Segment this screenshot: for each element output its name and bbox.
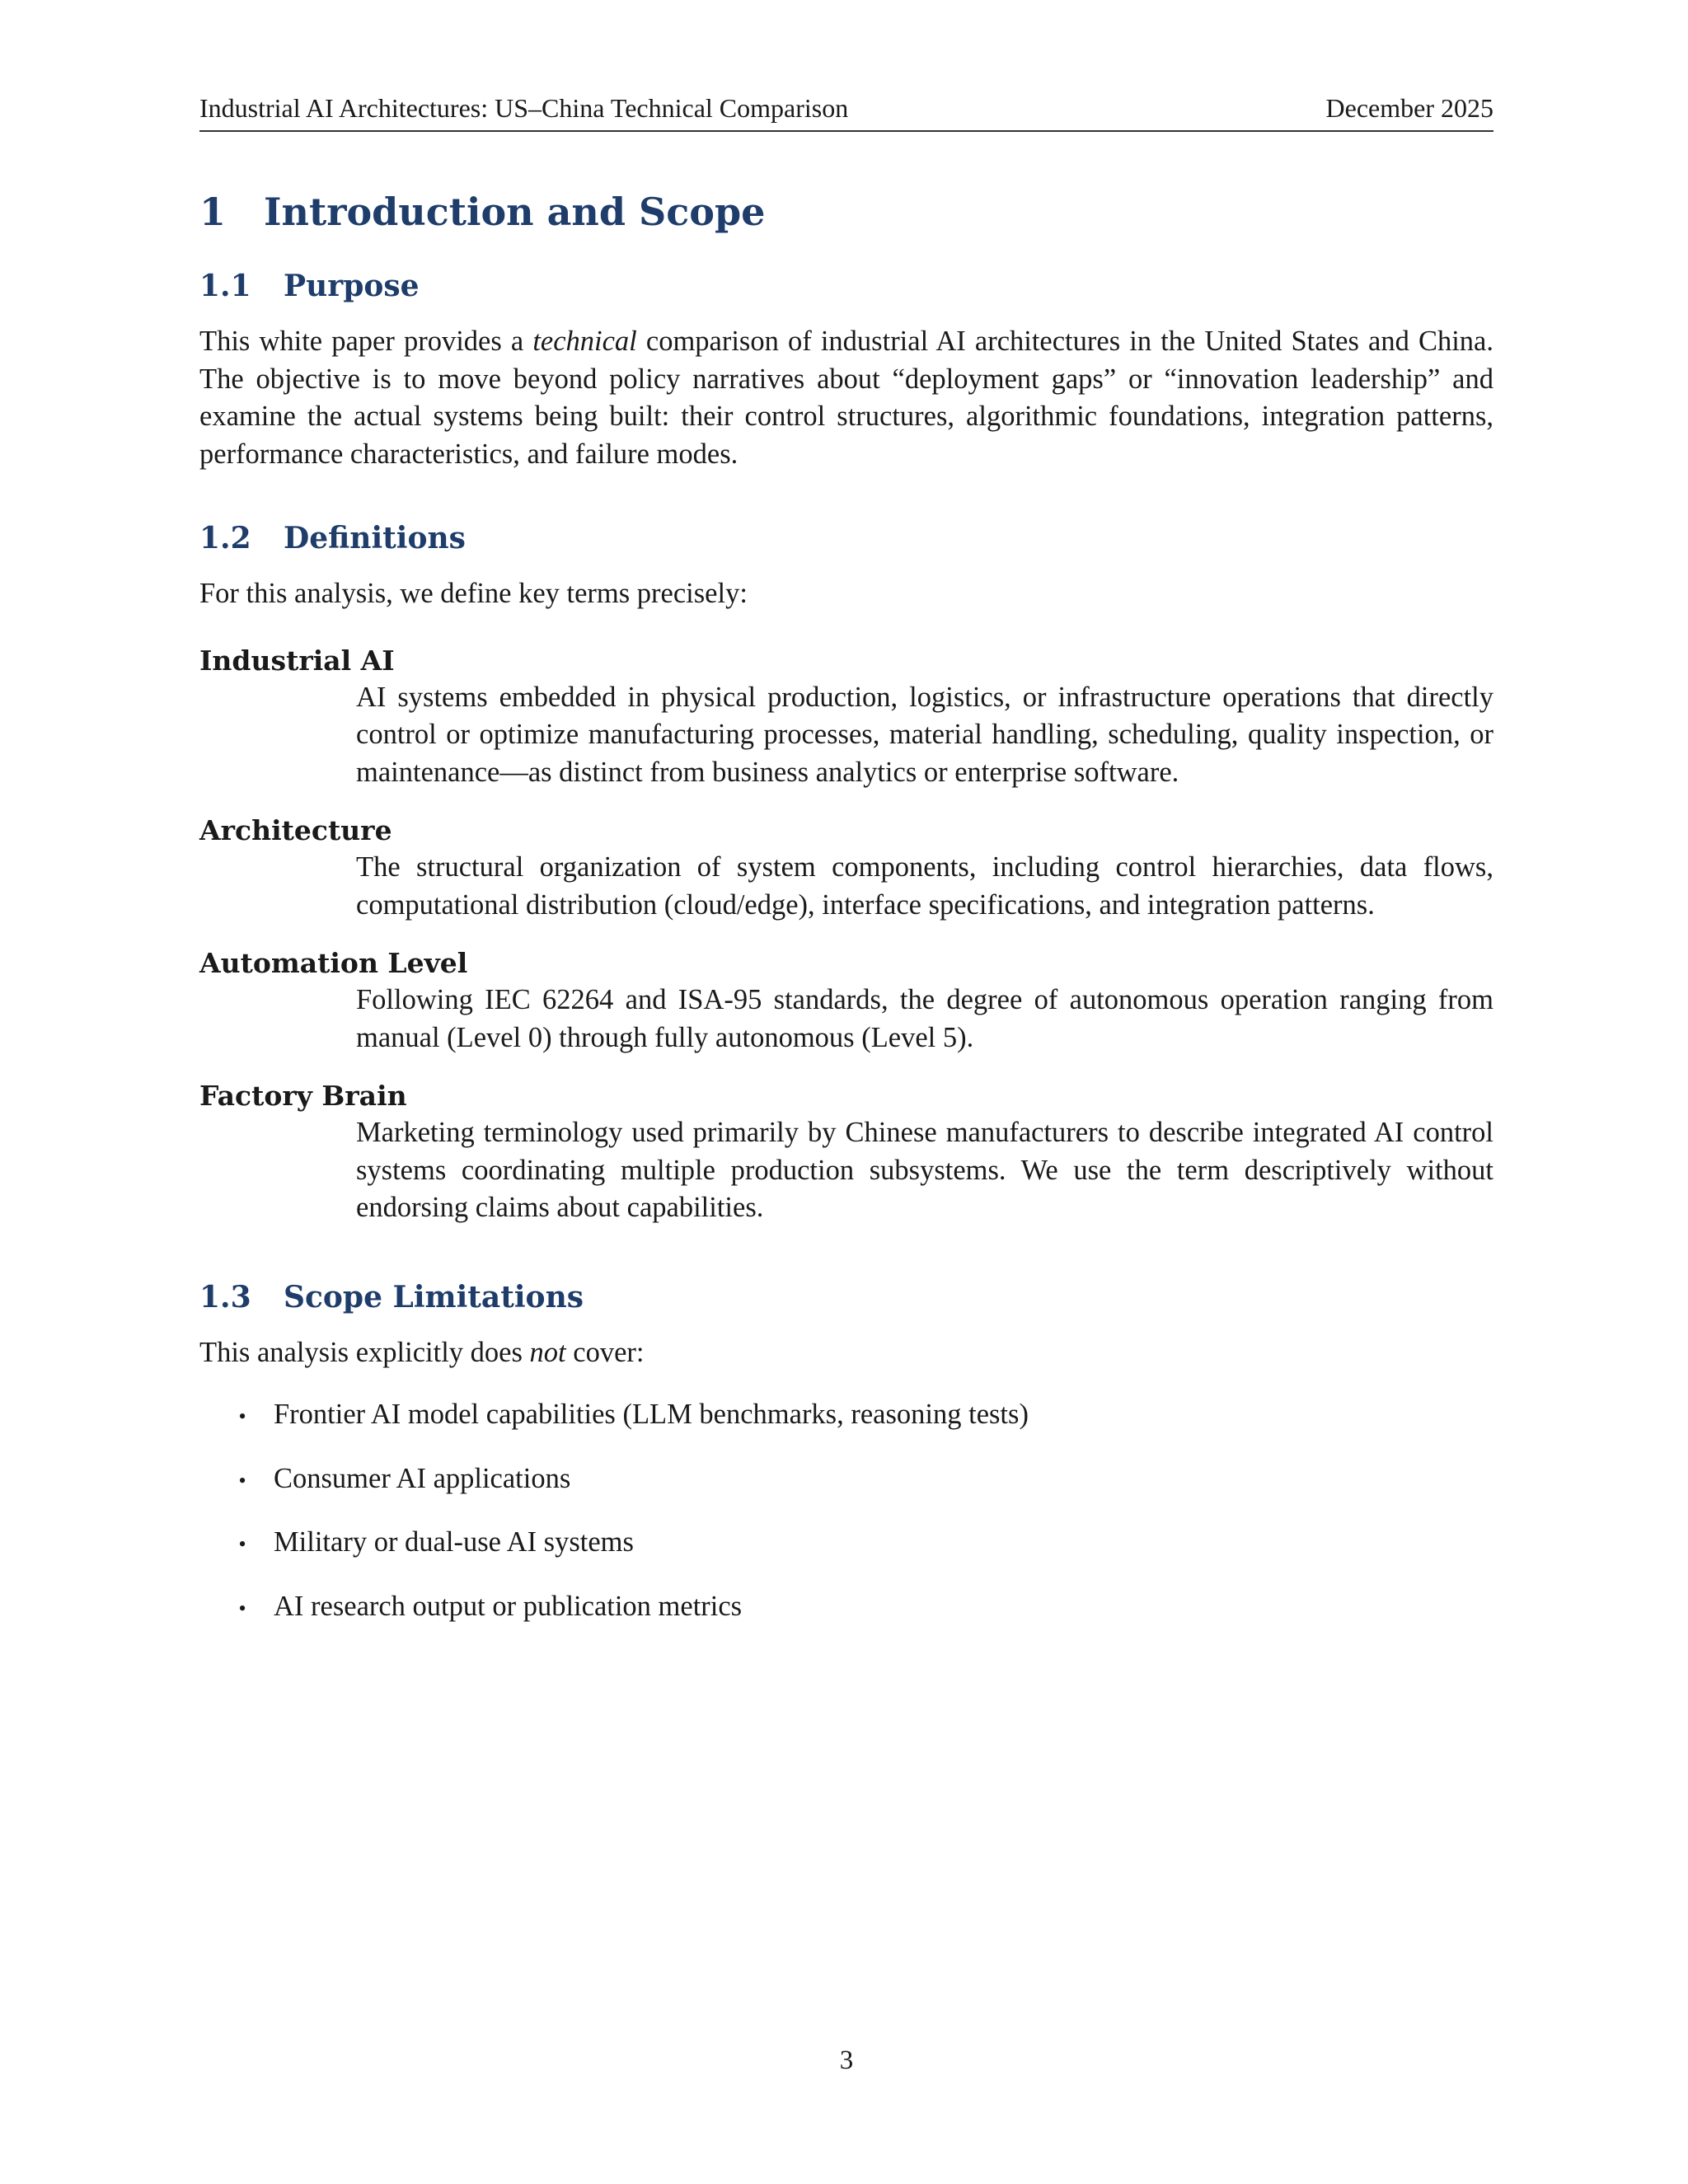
subsection-number: 1.2 [199,521,251,555]
definition-item [199,813,1493,924]
purpose-emphasis: technical [532,326,637,357]
subsection-number: 1.1 [199,269,251,303]
definition-description: Following IEC 62264 and ISA-95 standards, the degree of autonomous operation ranging from manual (Level 0) through fully autonomous (Level 5). [356,984,1493,1053]
bullet-icon: • [238,1404,246,1428]
definition-term: Automation Level [199,947,468,979]
subsection-heading-definitions [199,521,1493,555]
subsection-title: Purpose [284,269,420,303]
definition-description: Marketing terminology used primarily by Chinese manufacturers to describe integrated AI control systems coordinating multiple production subsystems. We use the term descriptively without endorsing claims about capabilities. [356,1117,1493,1223]
definition-item [199,945,1493,1057]
bullet-icon: • [238,1596,246,1620]
list-item-text: Military or dual-use AI systems [274,1526,634,1558]
page-number: 3 [839,2046,854,2075]
list-item [199,1588,1493,1628]
definition-item [199,1078,1493,1227]
definition-term: Factory Brain [199,1080,407,1112]
definition-item [199,643,1493,792]
document-page [199,0,1493,2184]
list-item-text: Consumer AI applications [274,1462,571,1494]
scope-intro-text-2: cover: [565,1336,645,1368]
header-title: Industrial AI Architectures: US–China Technical Comparison [199,93,849,123]
list-item-text: AI research output or publication metrics [274,1590,743,1622]
purpose-paragraph [199,323,1493,473]
definition-term: Industrial AI [199,644,395,677]
bullet-icon: • [238,1468,246,1493]
subsection-heading-scope-limitations [199,1280,1493,1315]
definition-description: The structural organization of system components, including control hierarchies, data flows, computational distribution (cloud/edge), interface specifications, and integration patterns. [356,851,1493,921]
page-content [199,190,1493,1652]
definitions-intro: For this analysis, we define key terms precisely: [199,578,748,609]
header-date: December 2025 [1325,93,1493,123]
list-item [199,1460,1493,1500]
purpose-text-1: This white paper provides a [199,326,533,357]
subsection-title: Definitions [284,521,466,555]
purpose-text-2: comparison of industrial AI architectures in the United States and China. The objective is to move beyond policy narratives about “deployment gaps” or “innovation leadership” and examine the actual systems being built: their control structures, algorithmic foundations, integration patterns, performance characteristics, and failure modes. [199,326,1493,470]
subsection-number: 1.3 [199,1279,251,1315]
list-item [199,1396,1493,1436]
list-item-text: Frontier AI model capabilities (LLM benchmarks, reasoning tests) [274,1399,1029,1430]
subsection-heading-purpose [199,269,1493,303]
running-header [199,92,1493,132]
definition-description: AI systems embedded in physical production, logistics, or infrastructure operations that directly control or optimize manufacturing processes, material handling, scheduling, quality inspection, or maintenance—as distinct from business analytics or enterprise software. [356,681,1493,788]
list-item [199,1524,1493,1563]
scope-intro-text-1: This analysis explicitly does [199,1336,530,1368]
scope-limitations-list [199,1396,1493,1627]
section-title: Introduction and Scope [264,190,766,234]
scope-intro [199,1334,1493,1372]
definition-term: Architecture [199,814,392,846]
section-heading-introduction [199,190,1493,234]
subsection-title: Scope Limitations [284,1279,584,1315]
bullet-icon: • [238,1532,246,1556]
section-number: 1 [199,190,227,234]
definition-list [199,643,1493,1227]
scope-intro-emphasis: not [529,1336,566,1368]
